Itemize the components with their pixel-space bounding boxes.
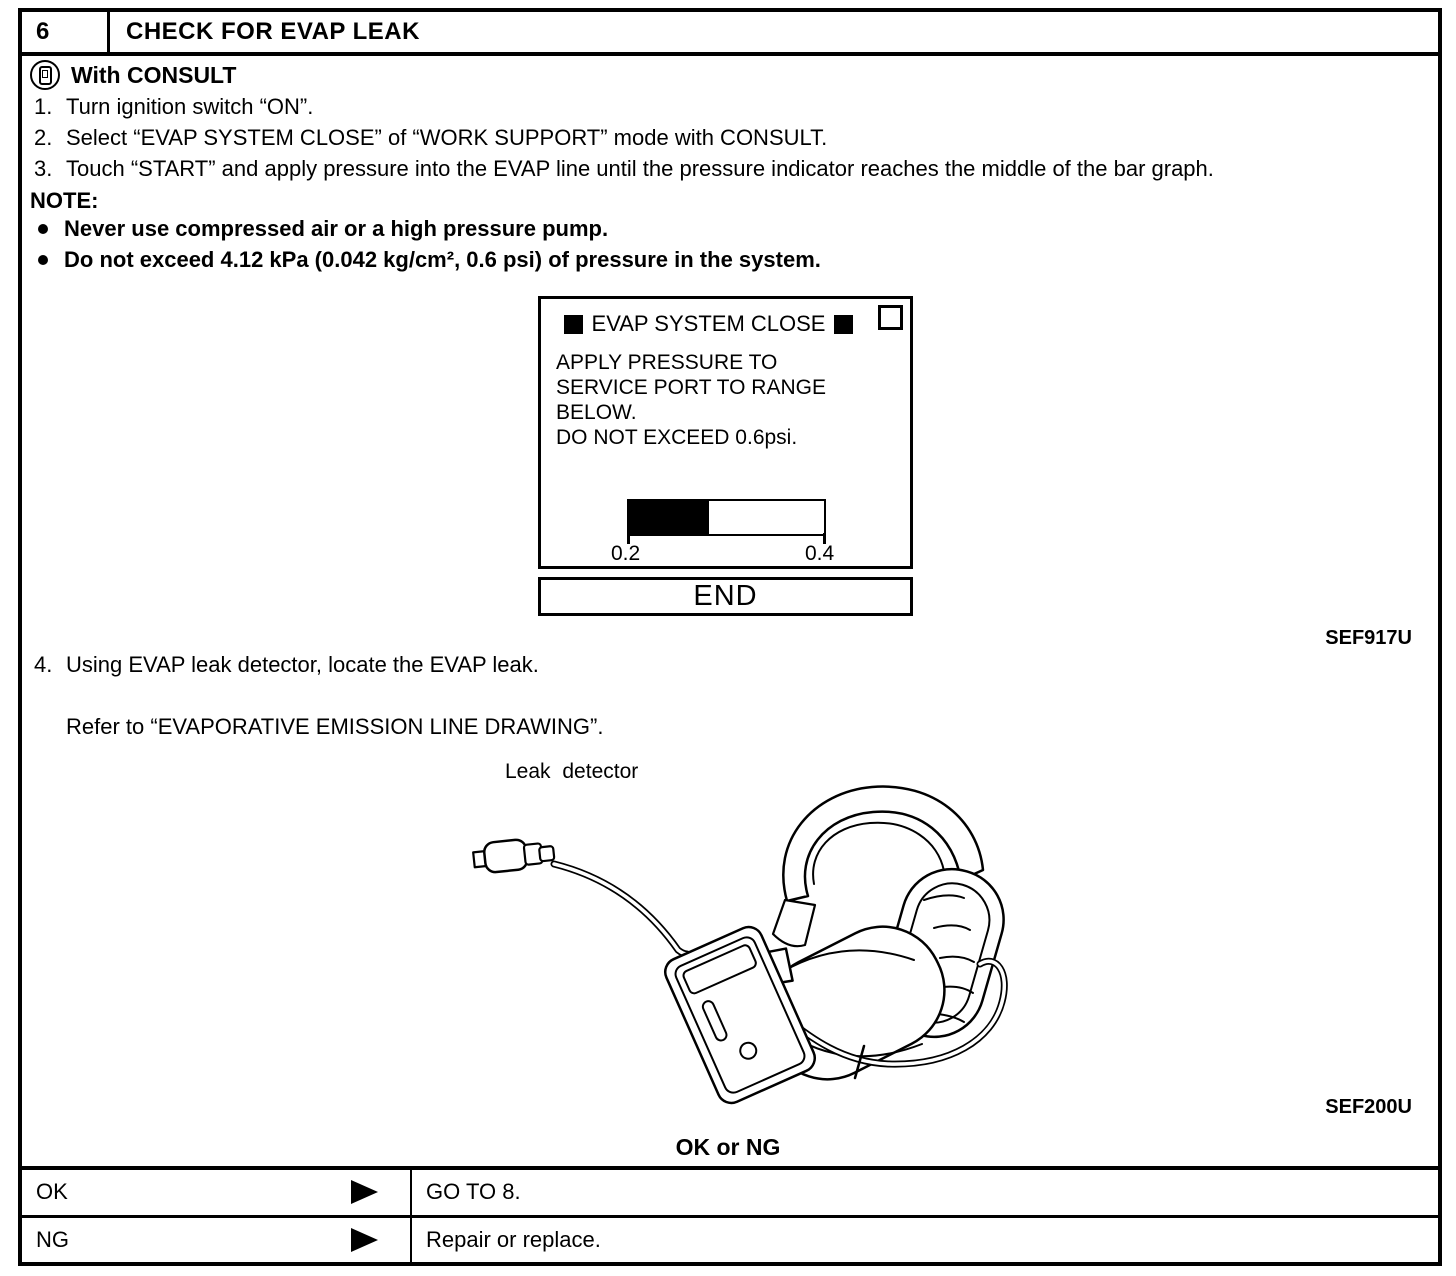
- decision-row-ng: [22, 1218, 1438, 1263]
- step-text: Turn ignition switch “ON”.: [66, 94, 314, 119]
- note-bullet-1: [38, 216, 608, 242]
- leak-detector-illustration: [440, 778, 1020, 1108]
- screen-message: [556, 350, 826, 450]
- arrow-right-icon: [351, 1228, 378, 1252]
- decision-heading: OK or NG: [675, 1134, 781, 1160]
- with-consult-label: With CONSULT: [71, 61, 237, 88]
- step-text: Using EVAP leak detector, locate the EVAP leak.: [66, 652, 539, 677]
- illustration-caption: Leak detector: [505, 760, 639, 783]
- decision-label: NG: [36, 1226, 69, 1252]
- screen-message-line: SERVICE PORT TO RANGE: [556, 376, 826, 399]
- page-title: CHECK FOR EVAP LEAK: [126, 18, 420, 45]
- end-button: END: [538, 577, 913, 616]
- decision-action: GO TO 8.: [426, 1179, 521, 1205]
- decision-action: Repair or replace.: [426, 1226, 601, 1252]
- bar-min-label: 0.2: [611, 542, 641, 565]
- procedure-step-4: [34, 652, 539, 678]
- bullet-dot-icon: [38, 224, 48, 234]
- screen-title: EVAP SYSTEM CLOSE: [591, 311, 826, 336]
- black-square-icon: [834, 315, 853, 334]
- procedure-step-1: [34, 94, 313, 120]
- procedure-step-number: 6: [22, 12, 110, 52]
- pressure-bar-fill: [629, 501, 709, 534]
- step-number: 2.: [34, 125, 53, 150]
- decision-left-cell: [22, 1218, 412, 1263]
- step-number: 3.: [34, 156, 53, 181]
- procedure-step-2: [34, 125, 827, 151]
- consult-screen: [538, 296, 913, 569]
- empty-square-icon: [878, 305, 903, 330]
- bar-max-label: 0.4: [805, 542, 835, 565]
- note-label: NOTE:: [30, 188, 99, 213]
- probe-cable-drawing: [554, 864, 687, 954]
- screen-message-line: APPLY PRESSURE TO: [556, 351, 778, 374]
- screen-title-row: [541, 311, 876, 337]
- bullet-text: Never use compressed air or a high pressure pump.: [64, 216, 609, 241]
- procedure-title-bar: [18, 8, 1442, 56]
- pressure-bar-graph: [627, 499, 826, 536]
- step-text: Touch “START” and apply pressure into the EVAP line until the pressure indicator reaches the middle of the bar graph.: [66, 156, 1214, 181]
- figure-ref-sef200u: SEF200U: [1325, 1096, 1412, 1118]
- decision-table: [18, 1166, 1442, 1266]
- bullet-dot-icon: [38, 255, 48, 265]
- probe-tip-drawing: [472, 836, 555, 874]
- consult-device-icon: [30, 60, 60, 90]
- refer-note: Refer to “EVAPORATIVE EMISSION LINE DRAWING”.: [66, 714, 604, 739]
- procedure-step-3: [34, 156, 1214, 182]
- figure-ref-sef917u: SEF917U: [1325, 627, 1412, 649]
- bullet-text: Do not exceed 4.12 kPa (0.042 kg/cm², 0.6 psi) of pressure in the system.: [64, 247, 821, 272]
- decision-label: OK: [36, 1179, 68, 1205]
- black-square-icon: [564, 315, 583, 334]
- step-number: 4.: [34, 652, 53, 677]
- note-bullet-2: [38, 247, 821, 273]
- decision-left-cell: [22, 1170, 412, 1215]
- step-number: 1.: [34, 94, 53, 119]
- with-consult-heading: [30, 60, 236, 90]
- step-text: Select “EVAP SYSTEM CLOSE” of “WORK SUPPORT” mode with CONSULT.: [66, 125, 828, 150]
- arrow-right-icon: [351, 1180, 378, 1204]
- screen-message-line: DO NOT EXCEED 0.6psi.: [556, 426, 798, 449]
- decision-row-ok: [22, 1170, 1438, 1218]
- screen-message-line: BELOW.: [556, 401, 637, 424]
